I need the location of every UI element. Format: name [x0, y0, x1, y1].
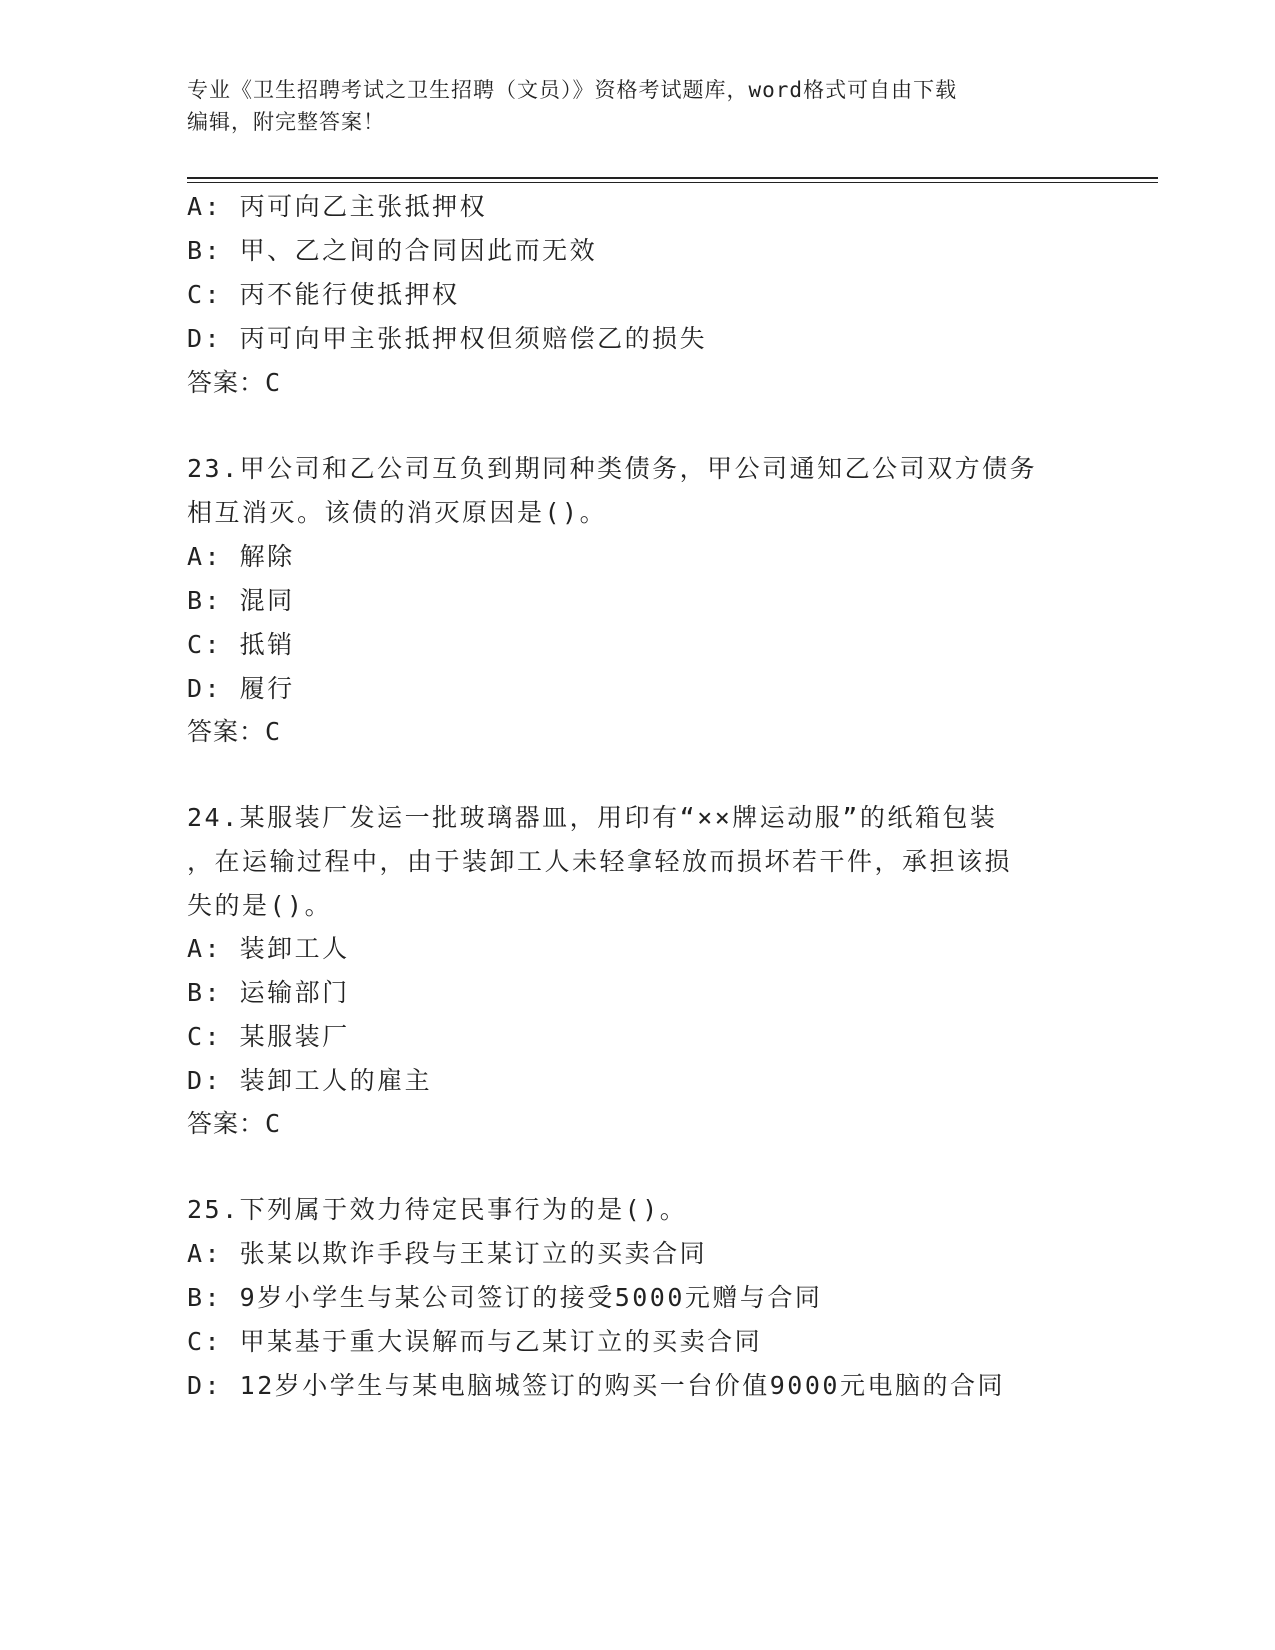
q25-option-c: C: 甲某基于重大误解而与乙某订立的买卖合同: [187, 1327, 763, 1356]
prev-option-d: D: 丙可向甲主张抵押权但须赔偿乙的损失: [187, 324, 708, 353]
q24-stem-line-2: ，在运输过程中，由于装卸工人未轻拿轻放而损坏若干件，承担该损: [187, 847, 1013, 876]
q23-option-a: A: 解除: [187, 542, 295, 571]
q23-option-c: C: 抵销: [187, 630, 295, 659]
q25-option-a: A: 张某以欺诈手段与王某订立的买卖合同: [187, 1239, 708, 1268]
prev-option-c: C: 丙不能行使抵押权: [187, 280, 460, 309]
prev-option-a: A: 丙可向乙主张抵押权: [187, 192, 488, 221]
q25-stem-line-1: 25.下列属于效力待定民事行为的是()。: [187, 1195, 688, 1224]
header-line-1: 专业《卫生招聘考试之卫生招聘（文员）》资格考试题库，word格式可自由下载: [187, 78, 958, 102]
document-header: [187, 74, 1087, 138]
q25-option-b: B: 9岁小学生与某公司签订的接受5000元赠与合同: [187, 1283, 823, 1312]
q23-stem-line-2: 相互消灭。该债的消灭原因是()。: [187, 498, 608, 527]
q23-option-d: D: 履行: [187, 674, 295, 703]
q24-answer: 答案：C: [187, 1109, 282, 1138]
q23-answer: 答案：C: [187, 717, 282, 746]
q24-option-d: D: 装卸工人的雇主: [187, 1066, 433, 1095]
q24-option-a: A: 装卸工人: [187, 934, 350, 963]
q24-option-b: B: 运输部门: [187, 978, 350, 1007]
prev-option-b: B: 甲、乙之间的合同因此而无效: [187, 236, 598, 265]
prev-answer: 答案：C: [187, 368, 282, 397]
header-divider-thick: [187, 177, 1158, 179]
q24-stem-line-1: 24.某服装厂发运一批玻璃器皿，用印有“××牌运动服”的纸箱包装: [187, 803, 998, 832]
q25-option-d: D: 12岁小学生与某电脑城签订的购买一台价值9000元电脑的合同: [187, 1371, 1005, 1400]
q23-stem-line-1: 23.甲公司和乙公司互负到期同种类债务，甲公司通知乙公司双方债务: [187, 454, 1038, 483]
q23-option-b: B: 混同: [187, 586, 295, 615]
header-line-2: 编辑，附完整答案！: [187, 110, 385, 134]
header-divider-thin: [187, 182, 1158, 183]
q24-option-c: C: 某服装厂: [187, 1022, 350, 1051]
q24-stem-line-3: 失的是()。: [187, 891, 333, 920]
